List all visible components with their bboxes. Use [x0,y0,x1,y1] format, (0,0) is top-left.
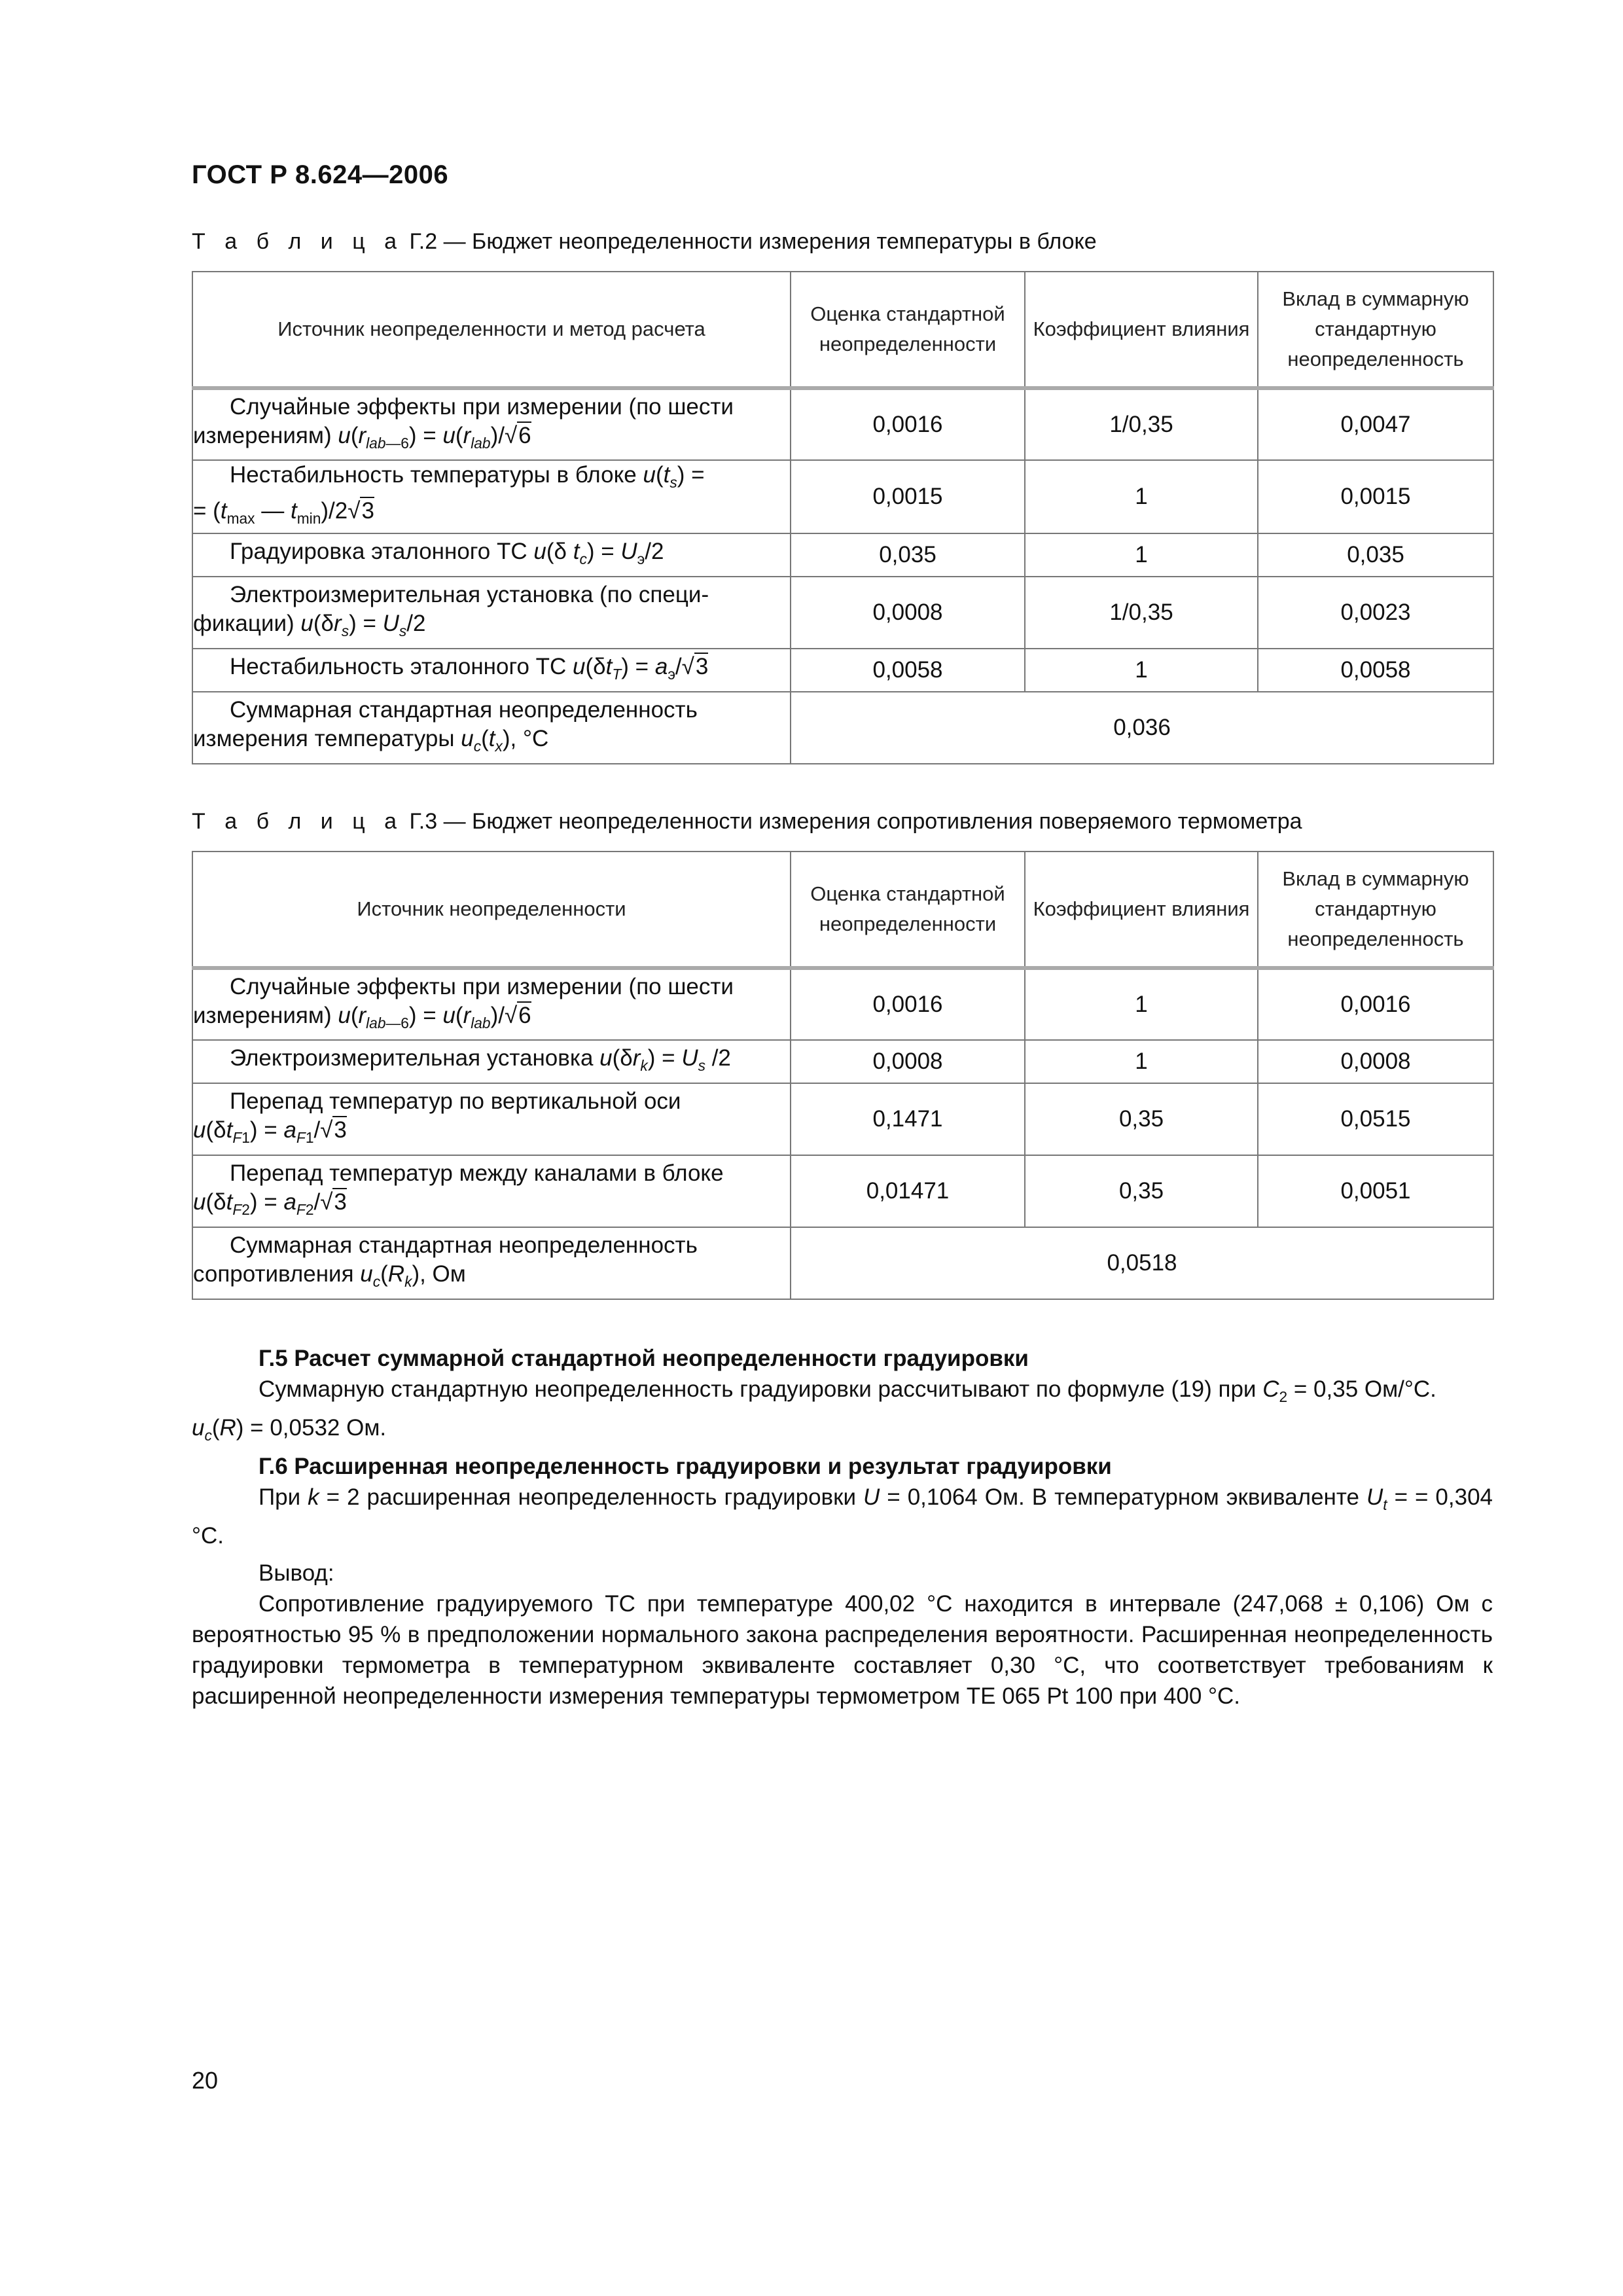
cell-contribution: 0,0515 [1258,1083,1493,1155]
cell-estimate: 0,0008 [791,1040,1025,1083]
cell-coefficient: 1 [1025,1040,1258,1083]
cell-estimate: 0,1471 [791,1083,1025,1155]
table3-caption: Т а б л и ц а Г.3 — Бюджет неопределенности измерения сопротивления поверяемого термометра [192,809,1302,834]
body-text [192,1343,1493,1712]
table-row: Перепад температур по вертикальной оси $u(\delta t_{F1}) = a_{F1}/√3$ 0,1471 0,35 0,0515 [192,1083,1493,1155]
table-row: Электроизмерительная установка (по специ- фикации) $u(\delta r_s) = U_s/2$ 0,0008 1/0,35 0,0023 [192,577,1493,649]
cell-coefficient: 1 [1025,533,1258,577]
cell-contribution: 0,0051 [1258,1155,1493,1227]
section-g6-paragraph: При k = 2 расширенная неопределенность градуировки U = 0,1064 Ом. В температурном эквиваленте $U_t$ = = 0,304 °С. [192,1484,1493,1549]
row-source-line1: Случайные эффекты при измерении (по шести [230,393,734,420]
document-code: ГОСТ Р 8.624—2006 [192,160,449,189]
row-source-line2: измерениям) $u(r_{lab—6}) = u(r_{lab})/√6$ [193,422,531,452]
cell-estimate: 0,0016 [791,388,1025,460]
table-row-total: Суммарная стандартная неопределенность сопротивления $u_c(R_k)$, Ом 0,0518 [192,1227,1493,1299]
table2-header-source: Источник неопределенности и метод расчета [192,272,791,388]
table2-caption: Т а б л и ц а Г.2 — Бюджет неопределенности измерения температуры в блоке [192,229,1097,254]
cell-estimate: 0,0015 [791,460,1025,533]
table3-header-coefficient: Коэффициент влияния [1025,852,1258,968]
table-row: Случайные эффекты при измерении (по шести измерениям) $u(r_{lab—6}) = u(r_{lab})/√6$ 0,0016 1 0,0016 [192,968,1493,1040]
table3-header-contribution: Вклад в суммарную стандартную неопределенность [1258,852,1493,968]
cell-contribution: 0,0023 [1258,577,1493,649]
conclusion-label: Вывод: [259,1560,334,1586]
cell-contribution: 0,0047 [1258,388,1493,460]
table-row: Нестабильность температуры в блоке $u(t_s)$ = = ($t_{max}$ — $t_{min})/2√3$ 0,0015 1 0,0015 [192,460,1493,533]
cell-contribution: 0,0015 [1258,460,1493,533]
table-row-total: Суммарная стандартная неопределенность измерения температуры $u_c(t_x)$, °С 0,036 [192,692,1493,764]
table3-header-source: Источник неопределенности [192,852,791,968]
cell-coefficient: 1/0,35 [1025,388,1258,460]
section-g6-heading: Г.6 Расширенная неопределенность градуировки и результат градуировки [259,1454,1112,1479]
table2-header-contribution: Вклад в суммарную стандартную неопределенность [1258,272,1493,388]
table-row [192,388,1493,460]
table-row: Перепад температур между каналами в блоке $u(\delta t_{F2}) = a_{F2}/√3$ 0,01471 0,35 0,0051 [192,1155,1493,1227]
table3 [192,851,1494,1300]
cell-total-value: 0,036 [791,692,1493,764]
cell-coefficient: 1/0,35 [1025,577,1258,649]
cell-contribution: 0,0016 [1258,968,1493,1040]
table3-header-estimate: Оценка стандартной неопределенности [791,852,1025,968]
section-g5-paragraph: Суммарную стандартную неопределенность градуировки рассчитывают по формуле (19) при $C_2 = 0,35$ Ом/°С. [259,1376,1436,1405]
cell-coefficient: 1 [1025,460,1258,533]
cell-coefficient: 1 [1025,649,1258,692]
cell-coefficient: 0,35 [1025,1155,1258,1227]
table-row: Электроизмерительная установка $u(\delta r_k) = U_s$ /2 0,0008 1 0,0008 [192,1040,1493,1083]
conclusion-text: Сопротивление градуируемого ТС при температуре 400,02 °С находится в интервале (247,068 ± 0,106) Ом с вероятностью 95 % в предположении нормального закона распределения вероятности. Расширенная неопределенность градуировки термометра в температурном эквиваленте составляет 0,30 °С, что соответствует требованиям к расширенной неопределенности измерения температуры термометром ТЕ 065 Pt 100 при 400 °С. [192,1591,1493,1709]
section-g5-heading: Г.5 Расчет суммарной стандартной неопределенности градуировки [259,1346,1029,1371]
table2-header-coefficient: Коэффициент влияния [1025,272,1258,388]
cell-total-value: 0,0518 [791,1227,1493,1299]
section-g5-result: $u_c(R) = 0,0532$ Ом. [192,1415,387,1444]
cell-estimate: 0,035 [791,533,1025,577]
table2 [192,271,1494,764]
cell-contribution: 0,035 [1258,533,1493,577]
table-row: Градуировка эталонного ТС u(δ $t_c) = U_э/2$ 0,035 1 0,035 [192,533,1493,577]
cell-estimate: 0,01471 [791,1155,1025,1227]
table2-header-estimate: Оценка стандартной неопределенности [791,272,1025,388]
table-row: Нестабильность эталонного ТС $u(\delta t_T) = a_э/√3$ 0,0058 1 0,0058 [192,649,1493,692]
cell-contribution: 0,0008 [1258,1040,1493,1083]
cell-estimate: 0,0016 [791,968,1025,1040]
cell-estimate: 0,0058 [791,649,1025,692]
cell-coefficient: 1 [1025,968,1258,1040]
cell-estimate: 0,0008 [791,577,1025,649]
page-number: 20 [192,2067,219,2094]
cell-coefficient: 0,35 [1025,1083,1258,1155]
cell-contribution: 0,0058 [1258,649,1493,692]
